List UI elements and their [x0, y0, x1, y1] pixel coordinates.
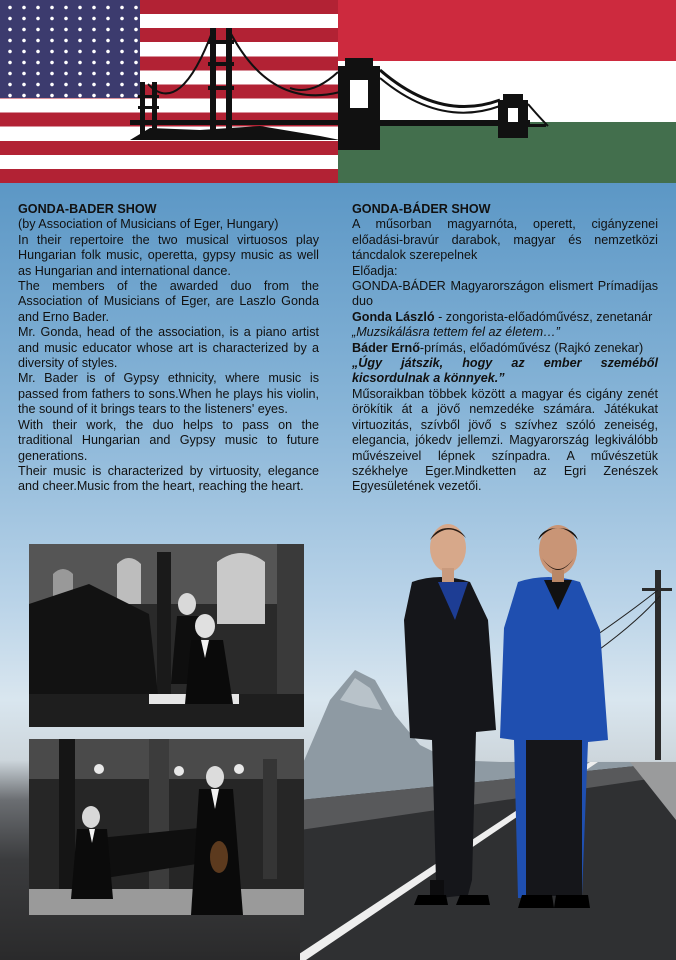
chain-bridge-silhouette — [290, 58, 548, 150]
photo-piano-violin-duo — [29, 544, 304, 727]
english-paragraph-gonda: Mr. Gonda, head of the association, is a piano artist and music educator whose art is characterized by a diversity of styles. — [18, 325, 319, 371]
gonda-role: - zongorista-előadóművész, zenetanár — [434, 309, 653, 324]
hungarian-gonda-line — [352, 310, 658, 325]
road-scene — [300, 500, 676, 960]
english-paragraph-bader: Mr. Bader is of Gypsy ethnicity, where music is passed from fathers to sons.When he plays his violin, the sound of it brings tears to the listeners' eyes. — [18, 371, 319, 417]
hungarian-presenter-label: Előadja: — [352, 263, 398, 278]
english-paragraph-music: Their music is characterized by virtuosity, elegance and cheer.Music from the heart, reaching the heart. — [18, 463, 319, 494]
photo-2-illustration — [29, 739, 304, 915]
gonda-name: Gonda László — [352, 309, 435, 324]
english-text-column — [18, 202, 319, 495]
hungarian-intro: A műsorban magyarnóta, operett, cigányzenei előadási-bravúr darabok, magyar és nemzetközi táncdalok szerepelnek — [352, 217, 658, 263]
bader-role: -prímás, előadóművész (Rajkó zenekar) — [419, 340, 644, 355]
photo-violin-piano-salon — [29, 739, 304, 915]
hungarian-duo-line: GONDA-BÁDER Magyarországon elismert Prímadíjas duo — [352, 279, 658, 309]
photo-1-illustration — [29, 544, 304, 727]
gonda-quote: „Muzsikálásra tettem fel az életem…” — [352, 325, 560, 340]
english-title: GONDA-BADER SHOW — [18, 202, 157, 216]
hungarian-bader-line — [352, 341, 658, 356]
hungarian-closing: Műsoraikban többek között a magyar és cigány zenét örökítik át a jövő nemzedéke számára. Játékukat virtuozitás, szívből jövő s szívhez szóló zeneiség, elegancia, jókedv jellemzi. Magyarország legkiválóbb művészeivel lépnek színpadra. A művészetük székhelye Eger.Mindketten az Egri Zenészek Egyesületének vezetői. — [352, 386, 658, 494]
hungarian-title: GONDA-BÁDER SHOW — [352, 202, 491, 216]
hungarian-text-column — [352, 202, 658, 495]
english-association-line: (by Association of Musicians of Eger, Hungary) — [18, 217, 279, 232]
english-paragraph-repertoire: In their repertoire the two musical virtuosos play Hungarian folk music, operetta, gypsy music as well as Hungarian and international dance. — [18, 232, 319, 278]
bader-name: Báder Ernő — [352, 340, 420, 355]
english-paragraph-members: The members of the awarded duo from the Association of Musicians of Eger, are Laszlo Gonda and Erno Bader. — [18, 279, 319, 324]
bader-quote: „Úgy játszik, hogy az ember szeméből kicsordulnak a könnyek.” — [352, 356, 658, 386]
bridges-silhouette — [0, 0, 676, 183]
flag-banner — [0, 0, 676, 183]
english-paragraph-tradition: With their work, the duo helps to pass on the traditional Hungarian and Gypsy music to future generations. — [18, 417, 319, 463]
